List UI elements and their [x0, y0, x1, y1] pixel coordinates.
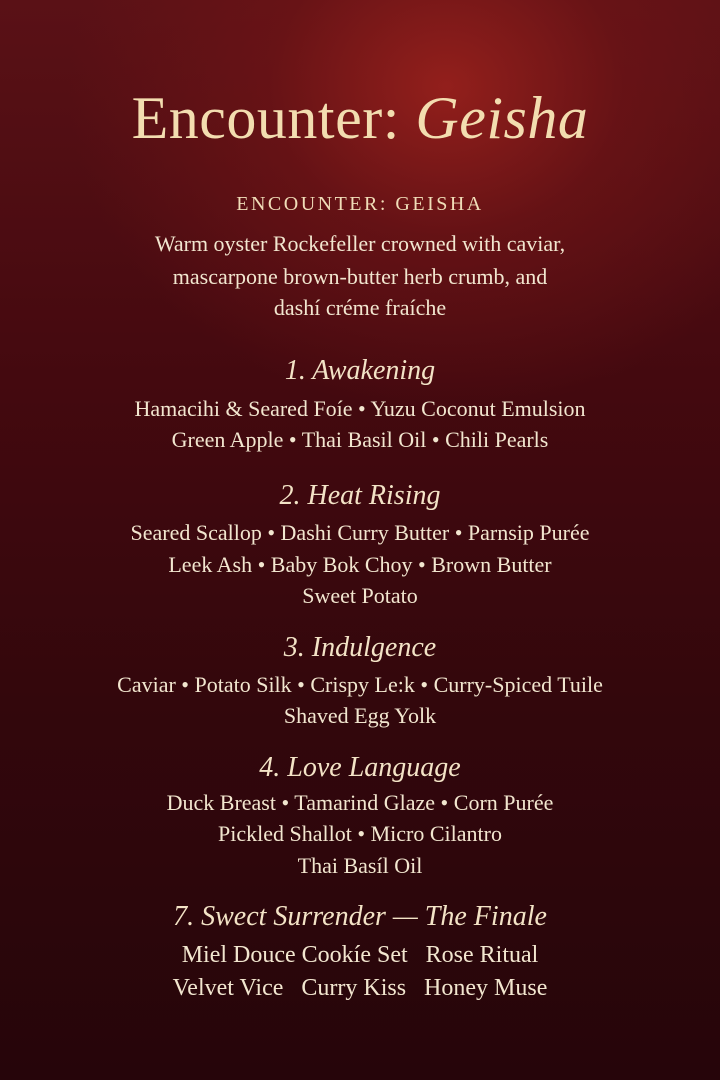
intro-line: dashí créme fraíche: [273, 295, 447, 320]
dessert-item-line: Velvet Vice Curry Kiss Honey Muse: [172, 975, 548, 1001]
title-emphasis: Geisha: [415, 85, 589, 151]
course-item-line: Thai Basíl Oil: [297, 853, 423, 878]
course-heading-finale: 7. Swect Surrender — The Finale: [173, 901, 547, 932]
course-heading-awakening: 1. Awakening: [284, 355, 436, 386]
menu-subtitle: ENCOUNTER: GEISHA: [236, 193, 484, 215]
course-item-line: Hamacihi & Seared Foíe • Yuzu Coconut Emulsion: [134, 396, 586, 421]
intro-line: mascarpone brown-butter herb crumb, and: [172, 264, 548, 289]
course-heading-love-language: 4. Love Language: [259, 752, 461, 783]
course-item-line: Duck Breast • Tamarind Glaze • Corn Purée: [166, 790, 554, 815]
course-heading-heat-rising: 2. Heat Rising: [279, 480, 441, 511]
course-item-line: Seared Scallop • Dashi Curry Butter • Parnsip Purée: [130, 520, 590, 545]
course-item-line: Sweet Potato: [302, 583, 418, 608]
intro-line: Warm oyster Rockefeller crowned with caviar,: [154, 231, 566, 256]
course-item-line: Shaved Egg Yolk: [283, 703, 437, 728]
course-heading-indulgence: 3. Indulgence: [283, 632, 437, 663]
page-title: [0, 78, 720, 158]
course-item-line: Pickled Shallot • Micro Cilantro: [218, 821, 502, 846]
course-item-line: Caviar • Potato Silk • Crispy Le:k • Curry-Spiced Tuile: [117, 672, 603, 697]
course-item-line: Leek Ash • Baby Bok Choy • Brown Butter: [168, 552, 552, 577]
dessert-item-line: Miel Douce Cookíe Set Rose Ritual: [181, 942, 539, 968]
course-item-line: Green Apple • Thai Basil Oil • Chili Pearls: [171, 427, 549, 452]
title-prefix: Encounter:: [131, 85, 416, 151]
